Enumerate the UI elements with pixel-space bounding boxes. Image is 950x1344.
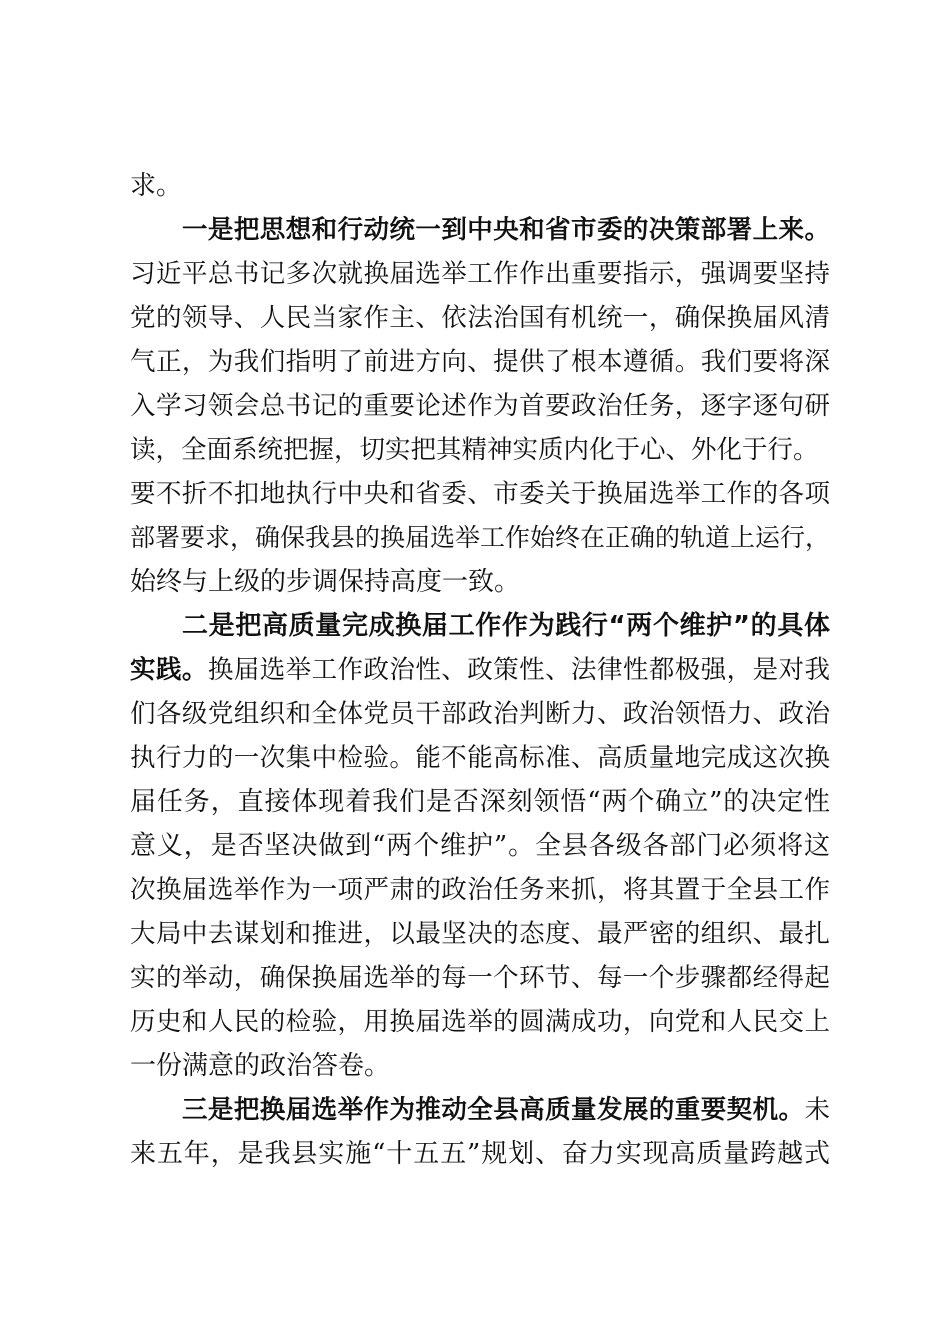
heading-line bbox=[182, 606, 830, 646]
text-line: 党的领导、人民当家作主、依法治国有机统一，确保换届风清 bbox=[130, 303, 830, 333]
text-line: 们各级党组织和全体党员干部政治判断力、政治领悟力、政治 bbox=[130, 699, 830, 729]
paragraph-heading: 三是把换届选举作为推动全县高质量发展的重要契机。 bbox=[182, 1095, 805, 1125]
heading-line: 三是把换届选举作为推动全县高质量发展的重要契机。未 bbox=[182, 1095, 830, 1125]
text-line: 习近平总书记多次就换届选举工作作出重要指示，强调要坚持 bbox=[130, 259, 830, 289]
paragraph-heading: 二是把高质量完成换届工作作为践行“两个维护”的具体 bbox=[182, 611, 830, 641]
paragraph-heading: 实践。 bbox=[130, 655, 208, 685]
text-line: 读，全面系统把握，切实把其精神实质内化于心、外化于行。 bbox=[130, 435, 819, 465]
text-line: 求。 bbox=[130, 171, 183, 201]
paragraph-heading: 一是把思想和行动统一到中央和省市委的决策部署上来。 bbox=[182, 215, 830, 245]
text-line: 要不折不扣地执行中央和省委、市委关于换届选举工作的各项 bbox=[130, 479, 830, 509]
text-line: 大局中去谋划和推进，以最坚决的态度、最严密的组织、最扎 bbox=[130, 919, 830, 949]
text-line: 气正，为我们指明了前进方向、提供了根本遵循。我们要将深 bbox=[130, 347, 830, 377]
text-line: 次换届选举作为一项严肃的政治任务来抓，将其置于全县工作 bbox=[130, 875, 830, 905]
heading-line bbox=[182, 210, 830, 250]
text-line: 始终与上级的步调保持高度一致。 bbox=[130, 567, 521, 597]
text-line: 实的举动，确保换届选举的每一个环节、每一个步骤都经得起 bbox=[130, 963, 830, 993]
text-line: 届任务，直接体现着我们是否深刻领悟“两个确立”的决定性 bbox=[130, 787, 830, 817]
text-line: 实践。换届选举工作政治性、政策性、法律性都极强，是对我 bbox=[130, 655, 830, 685]
text-line: 历史和人民的检验，用换届选举的圆满成功，向党和人民交上 bbox=[130, 1007, 830, 1037]
text-line: 一份满意的政治答卷。 bbox=[130, 1051, 391, 1081]
text-line: 部署要求，确保我县的换届选举工作始终在正确的轨道上运行， bbox=[130, 523, 831, 552]
text-line: 来五年，是我县实施“十五五”规划、奋力实现高质量跨越式 bbox=[130, 1139, 830, 1169]
text-line: 执行力的一次集中检验。能不能高标准、高质量地完成这次换 bbox=[130, 743, 830, 773]
text-line: 意义，是否坚决做到“两个维护”。全县各级各部门必须将这 bbox=[130, 831, 830, 861]
text-line: 入学习领会总书记的重要论述作为首要政治任务，逐字逐句研 bbox=[130, 391, 830, 421]
